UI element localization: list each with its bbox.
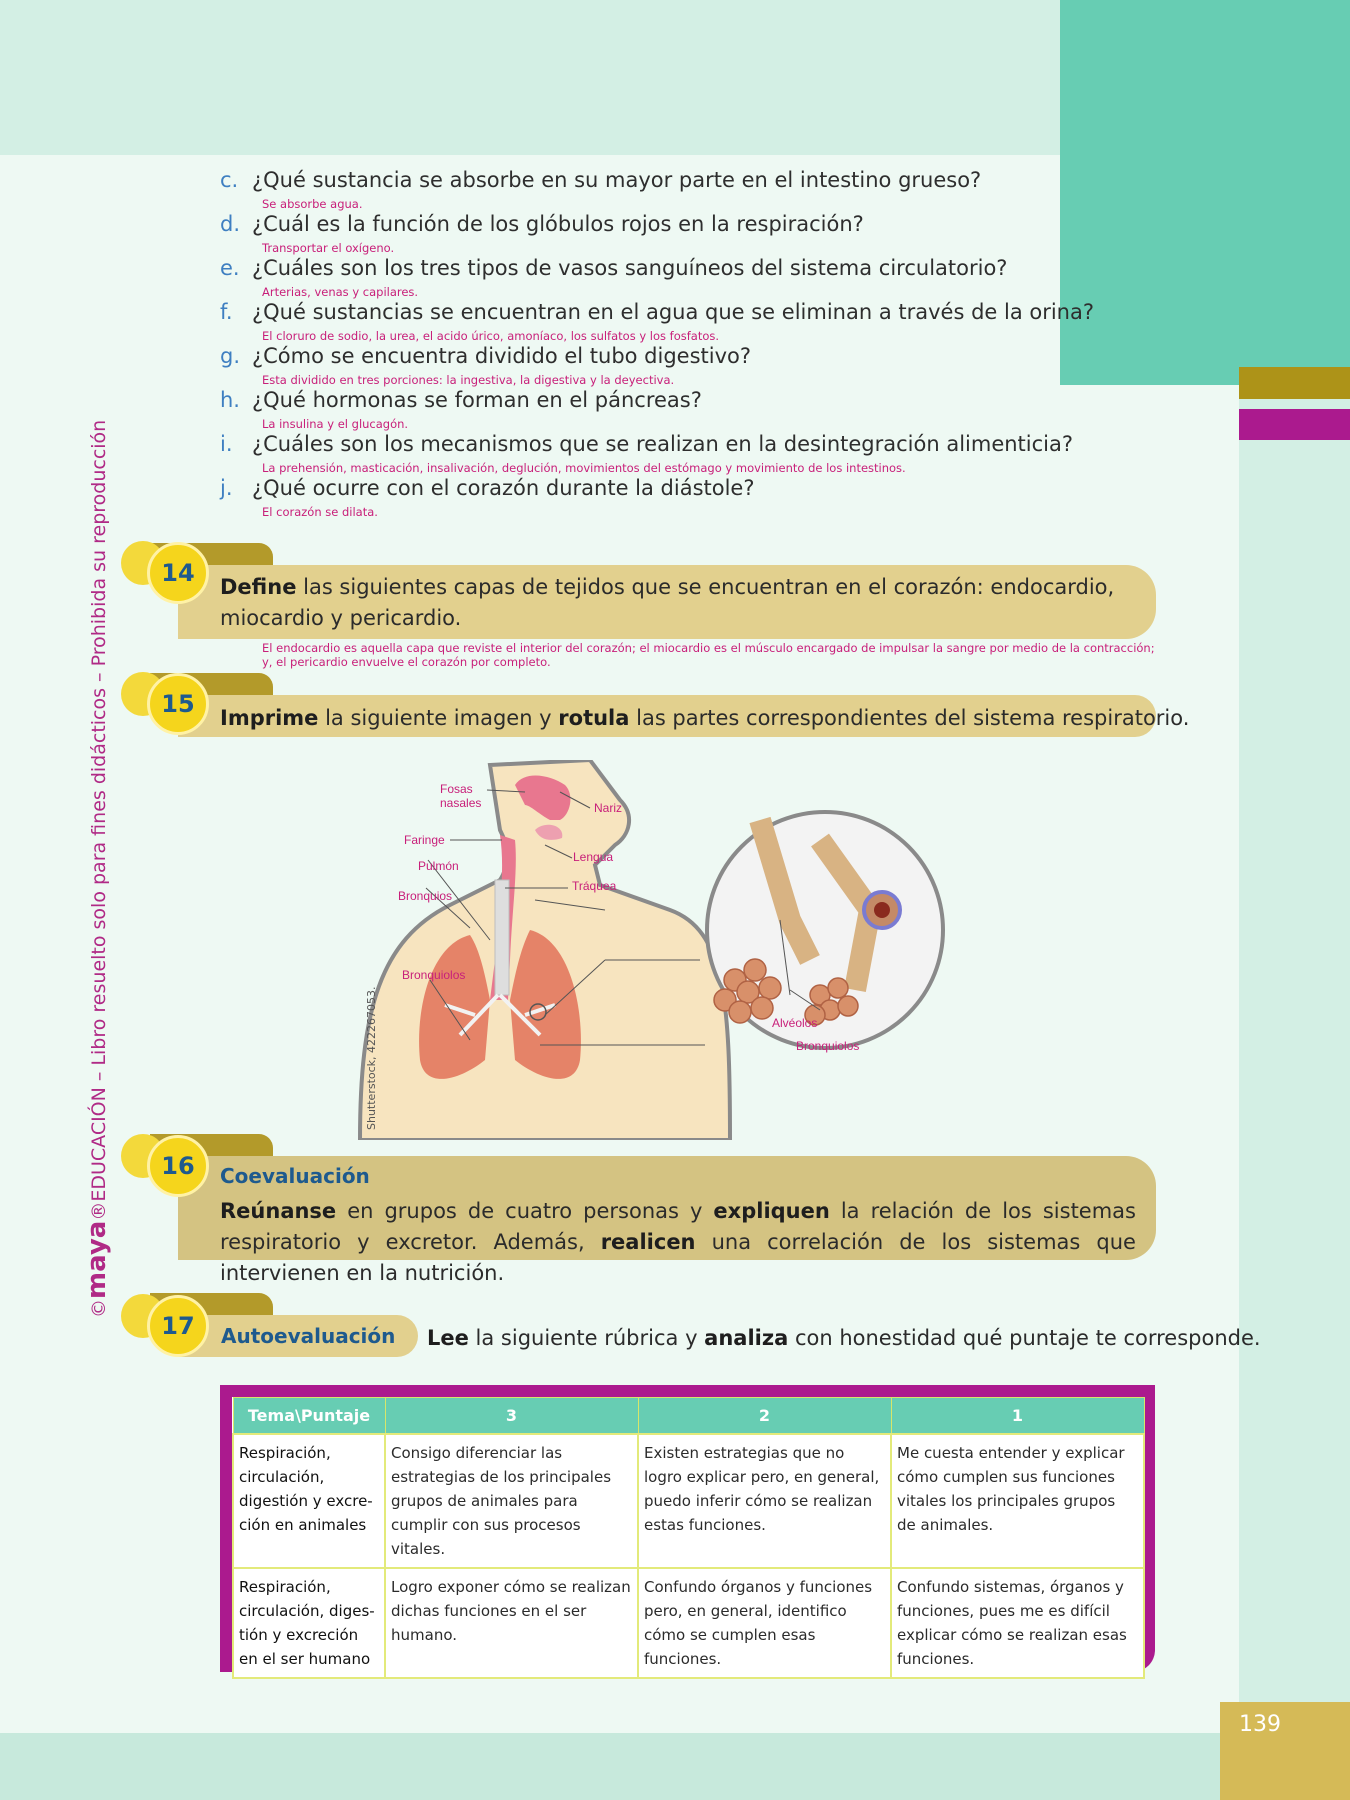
image-credit: Shutterstock, 422267053.	[365, 986, 378, 1130]
activity-number: 14	[147, 542, 209, 604]
activity-15-text: Imprime la siguiente imagen y rotula las partes correspondientes del sistema respiratorio.	[220, 706, 1190, 730]
question-item: d. ¿Cuál es la función de los glóbulos rojos en la respiración?	[220, 212, 864, 236]
question-item: f. ¿Qué sustancias se encuentran en el agua que se eliminan a través de la orina?	[220, 300, 1095, 324]
label-bronquios: Bronquios	[398, 889, 453, 903]
respiratory-diagram	[350, 760, 950, 1140]
table-row	[233, 1434, 1144, 1568]
autoevaluation-title: Autoevaluación	[221, 1324, 396, 1348]
question-item: g. ¿Cómo se encuentra dividido el tubo digestivo?	[220, 344, 752, 368]
label-alveolos: Alvéolos	[772, 1016, 818, 1030]
activity-number: 17	[147, 1295, 209, 1357]
table-cell: Logro exponer cómo se realizan dichas funciones en el ser humano.	[385, 1568, 638, 1678]
brand-logo: maya	[82, 1220, 112, 1299]
table-cell: Confundo sistemas, órganos y funciones, pues me es difícil explicar cómo se realizan esas funciones.	[891, 1568, 1144, 1678]
rubric-table	[232, 1397, 1145, 1679]
header-score-1: 1	[891, 1398, 1144, 1435]
copyright-sidebar	[80, 419, 114, 1318]
sidebar-text: EDUCACIÓN – Libro resuelto solo para fines didácticos – Prohibida su reproducción	[88, 419, 110, 1202]
magenta-tab-marker	[1239, 409, 1350, 440]
page-number: 139	[1239, 1712, 1281, 1737]
question-item: i. ¿Cuáles son los mecanismos que se realizan en la desintegración alimenticia?	[220, 432, 1074, 456]
question-answer: La insulina y el glucagón.	[262, 417, 409, 431]
table-cell: Existen estrategias que no logro explicar pero, en general, puedo inferir cómo se realizan estas funciones.	[638, 1434, 891, 1568]
question-answer: Esta dividido en tres porciones: la ingestiva, la digestiva y la deyectiva.	[262, 373, 675, 387]
label-fosas-nasales-1: Fosas	[440, 782, 473, 796]
table-cell: Me cuesta entender y explicar cómo cumplen sus funciones vitales los principales grupos de animales.	[891, 1434, 1144, 1568]
activity-17-text: Lee la siguiente rúbrica y analiza con honestidad qué puntaje te corresponde.	[427, 1326, 1261, 1350]
question-item: h. ¿Qué hormonas se forman en el páncreas?	[220, 388, 702, 412]
table-cell: Consigo diferenciar las estrategias de los principales grupos de animales para cumplir con sus procesos vitales.	[385, 1434, 638, 1568]
question-answer: El corazón se dilata.	[262, 505, 378, 519]
question-answer: Arterias, venas y capilares.	[262, 285, 419, 299]
header-topic: Tema\Puntaje	[233, 1398, 385, 1435]
table-header-row	[233, 1398, 1144, 1435]
label-bronquiolos-2: Bronquiolos	[796, 1039, 860, 1053]
coevaluation-title: Coevaluación	[220, 1164, 370, 1188]
label-traquea: Tráquea	[572, 879, 617, 893]
table-cell: Respiración, circulación, diges-tión y excreción en el ser humano	[233, 1568, 385, 1678]
activity-14-text: Define las siguientes capas de tejidos que se encuentran en el corazón: endocardio, miocardio y pericardio.	[220, 575, 1115, 630]
corner-decoration	[1060, 0, 1350, 385]
question-answer: El cloruro de sodio, la urea, el acido úrico, amoníaco, los sulfatos y los fosfatos.	[262, 329, 720, 343]
label-bronquiolos: Bronquiolos	[402, 968, 466, 982]
activity-16-text: Reúnanse en grupos de cuatro personas y expliquen la relación de los sistemas respiratorio y excretor. Además, realicen una correlación de los sistemas que intervienen en la nutrición.	[220, 1199, 1136, 1285]
question-answer: Transportar el oxígeno.	[262, 241, 395, 255]
question-answer: Se absorbe agua.	[262, 197, 363, 211]
rubric-frame	[220, 1385, 1155, 1672]
header-score-2: 2	[638, 1398, 891, 1435]
table-cell: Respiración, circulación, digestión y excre-ción en animales	[233, 1434, 385, 1568]
olive-tab-marker	[1239, 367, 1350, 399]
label-pulmon: Pulmón	[418, 859, 459, 873]
label-nariz: Nariz	[594, 801, 623, 815]
label-faringe: Faringe	[404, 833, 445, 847]
activity-number: 15	[147, 673, 209, 735]
table-row	[233, 1568, 1144, 1678]
activity-number: 16	[147, 1135, 209, 1197]
header-score-3: 3	[385, 1398, 638, 1435]
question-item: j. ¿Qué ocurre con el corazón durante la diástole?	[220, 476, 755, 500]
table-cell: Confundo órganos y funciones pero, en general, identifico cómo se cumplen esas funciones.	[638, 1568, 891, 1678]
bottom-band	[0, 1733, 1350, 1800]
label-lengua: Lengua	[573, 850, 614, 864]
question-item: c. ¿Qué sustancia se absorbe en su mayor parte en el intestino grueso?	[220, 168, 982, 192]
activity-14-answer: El endocardio es aquella capa que reviste el interior del corazón; el miocardio es el músculo encargado de impulsar la sangre por medio de la contracción; y, el pericardio envuelve el corazón por completo.	[262, 641, 1155, 669]
copyright-symbol: ©	[88, 1299, 110, 1318]
registered-mark: ®	[88, 1201, 110, 1221]
question-item: e. ¿Cuáles son los tres tipos de vasos sanguíneos del sistema circulatorio?	[220, 256, 1008, 280]
question-answer: La prehensión, masticación, insalivación, deglución, movimientos del estómago y movimiento de los intestinos.	[262, 461, 906, 475]
label-fosas-nasales-2: nasales	[440, 796, 482, 810]
